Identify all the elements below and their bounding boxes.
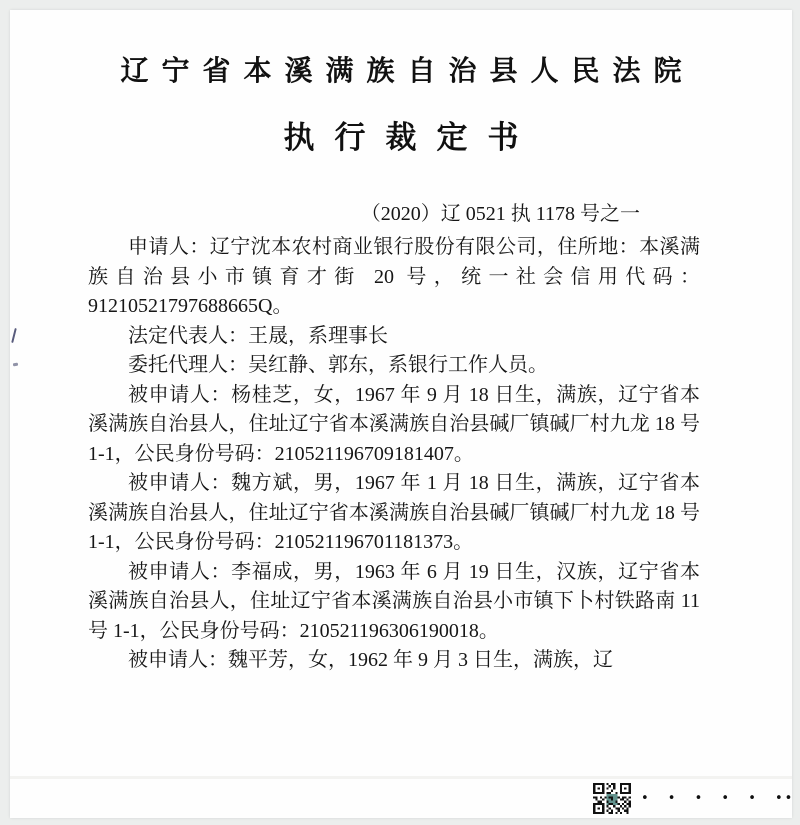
paragraph-respondent-4: 被申请人：魏平芳，女，1962 年 9 月 3 日生，满族，辽 <box>128 649 613 671</box>
court-name-heading: 辽宁省本溪满族自治县人民法院 <box>120 56 695 87</box>
paragraph-legal-representative: 法定代表人：王晟，系理事长 <box>128 324 388 347</box>
footer-dots: • • • • • •• <box>641 791 795 806</box>
paragraph-respondent-3: 被申请人：李福成，男，1963 年 6 月 19 日生，汉族，辽宁省本溪满族自治县人，住址辽宁省本溪满族自治县小市镇下卜村铁路南 11 号 1-1，公民身份号码：210521196306190018。 <box>88 560 700 642</box>
paragraph-entrusted-agent: 委托代理人：吴红静、郭东，系银行工作人员。 <box>128 354 548 376</box>
pen-ink-mark <box>11 328 17 343</box>
paragraph-applicant: 申请人：辽宁沈本农村商业银行股份有限公司，住所地：本溪满族自治县小市镇育才街 20 号，统一社会信用代码：91210521797688665Q。 <box>88 236 700 317</box>
page-footer <box>592 783 794 814</box>
case-number: （2020）辽 0521 执 1178 号之一 <box>360 203 640 225</box>
paragraph-respondent-1: 被申请人：杨桂芝，女，1967 年 9 月 18 日生，满族，辽宁省本溪满族自治县人，住址辽宁省本溪满族自治县碱厂镇碱厂村九龙 18 号 1-1，公民身份号码：210521196709181407。 <box>88 383 700 465</box>
scan-smudge <box>10 776 792 779</box>
document-page <box>10 10 795 818</box>
pen-ink-mark <box>13 363 18 367</box>
document-body <box>88 233 700 676</box>
qr-code-icon <box>592 783 632 814</box>
paragraph-respondent-2: 被申请人：魏方斌，男，1967 年 1 月 18 日生，满族，辽宁省本溪满族自治县人，住址辽宁省本溪满族自治县碱厂镇碱厂村九龙 18 号 1-1，公民身份号码：210521196701181373。 <box>88 472 700 553</box>
document-title: 执行裁定书 <box>283 120 539 155</box>
